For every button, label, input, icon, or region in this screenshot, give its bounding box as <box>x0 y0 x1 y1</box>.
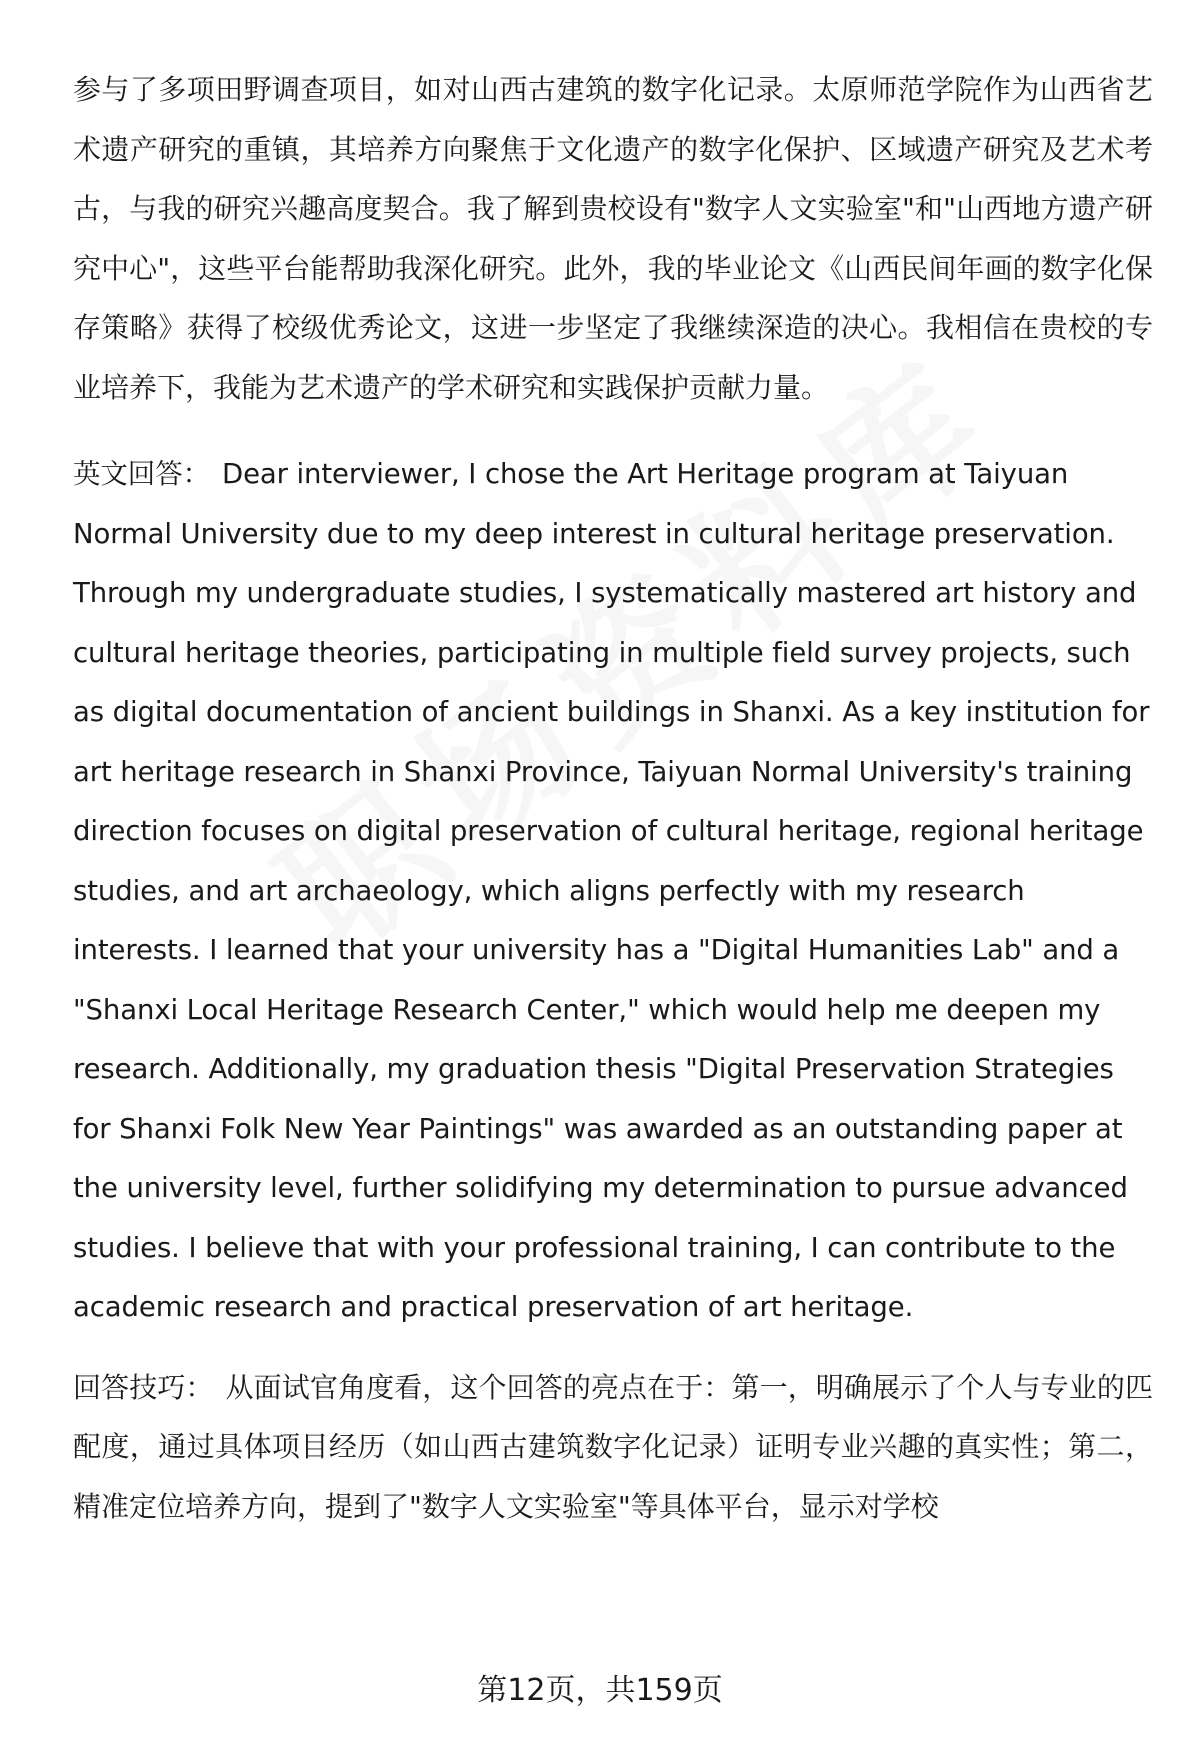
english-answer-text: Dear interviewer, I chose the Art Heritage program at Taiyuan Normal University due to my deep interest in cultural heritage preservation. Through my undergraduate studies, I systematically mastered art history and cultural heritage theories, participating in multiple field survey projects, such as digital documentation of ancient buildings in Shanxi. As a key institution for art heritage research in Shanxi Province, Taiyuan Normal University's training direction focuses on digital preservation of cultural heritage, regional heritage studies, and art archaeology, which aligns perfectly with my research interests. I learned that your university has a "Digital Humanities Lab" and a "Shanxi Local Heritage Research Center," which would help me deepen my research. Additionally, my graduation thesis "Digital Preservation Strategies for Shanxi Folk New Year Paintings" was awarded as an outstanding paper at the university level, further solidifying my determination to pursue advanced studies. I believe that with your professional training, I can contribute to the academic research and practical preservation of art heritage. <box>73 458 1150 1323</box>
chinese-answer-paragraph: 参与了多项田野调查项目，如对山西古建筑的数字化记录。太原师范学院作为山西省艺术遗产研究的重镇，其培养方向聚焦于文化遗产的数字化保护、区域遗产研究及艺术考古，与我的研究兴趣高度契合。我了解到贵校设有"数字人文实验室"和"山西地方遗产研究中心"，这些平台能帮助我深化研究。此外，我的毕业论文《山西民间年画的数字化保存策略》获得了校级优秀论文，这进一步坚定了我继续深造的决心。我相信在贵校的专业培养下，我能为艺术遗产的学术研究和实践保护贡献力量。 <box>73 73 1153 404</box>
answer-tips-paragraph <box>73 1358 1153 1537</box>
english-answer-paragraph <box>73 445 1153 1338</box>
answer-tips-label: 回答技巧： <box>73 1370 214 1404</box>
document-body <box>73 60 1153 1536</box>
answer-tips-text: 从面试官角度看，这个回答的亮点在于：第一，明确展示了个人与专业的匹配度，通过具体项目经历（如山西古建筑数字化记录）证明专业兴趣的真实性；第二，精准定位培养方向，提到了"数字人文实验室"等具体平台，显示对学校 <box>73 1370 1153 1523</box>
page-number-footer: 第12页，共159页 <box>477 1673 723 1708</box>
english-answer-label: 英文回答： <box>73 458 210 490</box>
